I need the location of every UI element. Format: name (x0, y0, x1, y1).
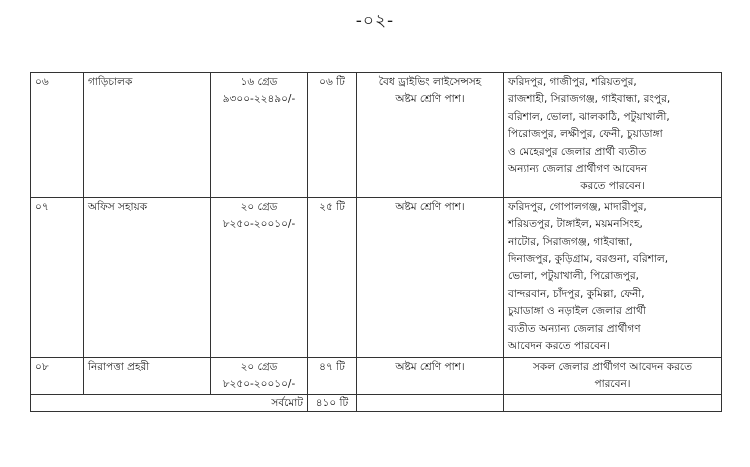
district-line: করতে পারবেন। (580, 180, 645, 193)
grade-cell (211, 197, 308, 357)
district-line: বরিশাল, ভোলা, ঝালকাঠি, পটুয়াখালী, (508, 110, 670, 123)
page-number: -০২- (355, 11, 395, 31)
qualification-line: অষ্টম শ্রেণি পাশ। (395, 360, 465, 373)
district-line: ভোলা, পটুয়াখালী, পিরোজপুর, (508, 270, 639, 283)
pay-scale-text: ৮২৫০-২০০১০/- (222, 377, 296, 390)
empty-cell (357, 395, 504, 412)
district-line: পিরোজপুর, লক্ষীপুর, ফেনী, চুয়াডাঙ্গা (508, 128, 663, 141)
district-cell (504, 73, 722, 198)
district-line: ফরিদপুর, গাজীপুর, শরিয়তপুর, (508, 76, 637, 88)
count-cell: ২৫ টি (308, 197, 357, 357)
qualification-cell (357, 357, 504, 395)
district-line: পারবেন। (594, 377, 631, 390)
table-row (31, 197, 722, 357)
post-cell: নিরাপত্তা প্রহরী (84, 357, 211, 395)
serial-cell: ০৭ (31, 197, 84, 357)
district-cell (504, 357, 722, 395)
vacancy-table (30, 72, 722, 412)
qualification-cell (357, 73, 504, 198)
district-line: ব্যতীত অন্যান্য জেলার প্রার্থীগণ (508, 322, 641, 335)
total-row (31, 395, 722, 412)
qualification-line: বৈধ ড্রাইভিং লাইসেন্সসহ (378, 76, 482, 88)
district-line: শরিয়তপুর, টাঙ্গাইল, ময়মনসিংহ, (508, 218, 643, 231)
district-line: অন্যান্য জেলার প্রার্থীগণ আবেদন (508, 163, 648, 176)
total-count: ৪১০ টি (308, 395, 357, 412)
district-line: আবেদন করতে পারবেন। (508, 340, 611, 353)
table-row (31, 357, 722, 395)
qualification-line: অষ্টম শ্রেণি পাশ। (395, 200, 465, 213)
serial-cell: ০৬ (31, 73, 84, 198)
post-cell: গাড়িচালক (84, 73, 211, 198)
pay-scale-text: ৯৩০০-২২৪৯০/- (222, 93, 296, 106)
district-line: রাজশাহী, সিরাজগঞ্জ, গাইবান্ধা, রংপুর, (508, 93, 671, 106)
district-line: নাটোর, সিরাজগঞ্জ, গাইবান্ধা, (508, 235, 633, 248)
pay-scale-text: ৮২৫০-২০০১০/- (222, 218, 296, 231)
post-cell: অফিস সহায়ক (84, 197, 211, 357)
grade-text: ২০ গ্রেড (240, 200, 278, 213)
district-cell (504, 197, 722, 357)
qualification-line: অষ্টম শ্রেণি পাশ। (395, 93, 465, 106)
district-line: ফরিদপুর, গোপালগঞ্জ, মাদারীপুর, (508, 200, 647, 213)
serial-cell: ০৮ (31, 357, 84, 395)
table-row (31, 73, 722, 198)
district-line: ও মেহেরপুর জেলার প্রার্থী ব্যতীত (508, 145, 647, 158)
district-line: চুয়াডাঙ্গা ও নড়াইল জেলার প্রার্থী (508, 305, 646, 318)
grade-cell (211, 357, 308, 395)
total-label: সর্বমোট (31, 395, 308, 412)
district-line: সকল জেলার প্রার্থীগণ আবেদন করতে (533, 360, 692, 373)
count-cell: ০৬ টি (308, 73, 357, 198)
qualification-cell (357, 197, 504, 357)
grade-text: ১৬ গ্রেড (240, 76, 278, 88)
grade-text: ২০ গ্রেড (240, 360, 278, 373)
count-cell: ৪৭ টি (308, 357, 357, 395)
district-line: বান্দরবান, চাঁদপুর, কুমিল্লা, ফেনী, (508, 287, 645, 300)
grade-cell (211, 73, 308, 198)
district-line: দিনাজপুর, কুড়িগ্রাম, বরগুনা, বরিশাল, (508, 253, 669, 266)
empty-cell (504, 395, 722, 412)
